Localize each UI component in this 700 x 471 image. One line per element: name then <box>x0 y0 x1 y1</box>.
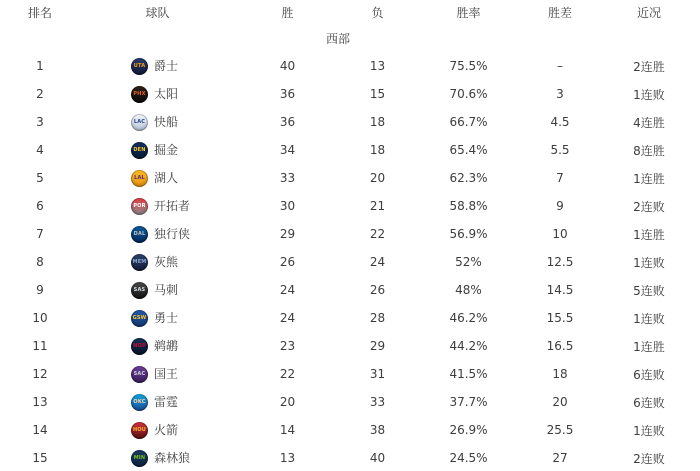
rank-cell: 12 <box>32 367 48 381</box>
team-logo-icon <box>131 226 148 243</box>
games-behind-cell: 7 <box>556 171 564 185</box>
table-row <box>0 276 700 304</box>
losses-cell: 38 <box>369 423 386 437</box>
table-row <box>0 416 700 444</box>
losses-cell: 15 <box>369 87 386 101</box>
wins-cell: 30 <box>279 199 296 213</box>
wins-cell: 24 <box>279 311 296 325</box>
games-behind-cell: 10 <box>552 227 568 241</box>
win-pct-cell: 66.7% <box>449 115 488 129</box>
team-cell[interactable] <box>80 310 235 327</box>
team-name[interactable]: 快船 <box>154 115 179 129</box>
col-header-team: 球队 <box>145 6 170 20</box>
conference-title: 西部 <box>325 32 350 46</box>
win-pct-cell: 46.2% <box>449 311 488 325</box>
team-cell[interactable] <box>80 58 235 75</box>
rank-cell: 9 <box>36 283 44 297</box>
games-behind-cell: 12.5 <box>546 255 574 269</box>
team-abbr: SAC <box>133 370 146 377</box>
rank-cell: 1 <box>36 59 44 73</box>
losses-cell: 18 <box>369 115 386 129</box>
win-pct-cell: 26.9% <box>449 423 488 437</box>
win-pct-cell: 41.5% <box>449 367 488 381</box>
team-cell[interactable] <box>80 394 235 411</box>
games-behind-cell: 25.5 <box>546 423 574 437</box>
recent-form-cell: 1连胜 <box>633 339 665 354</box>
team-name[interactable]: 爵士 <box>154 59 179 73</box>
standings-rows <box>0 52 700 471</box>
recent-form-cell: 2连胜 <box>633 59 665 74</box>
team-logo-icon <box>131 58 148 75</box>
team-abbr: UTA <box>133 62 146 69</box>
rank-cell: 14 <box>32 423 48 437</box>
team-name[interactable]: 湖人 <box>154 171 179 185</box>
team-abbr: DAL <box>133 230 146 237</box>
team-cell[interactable] <box>80 198 235 215</box>
rank-cell: 8 <box>36 255 44 269</box>
losses-cell: 18 <box>369 143 386 157</box>
team-name[interactable]: 国王 <box>154 367 179 381</box>
losses-cell: 21 <box>369 199 386 213</box>
team-logo-icon <box>131 422 148 439</box>
win-pct-cell: 58.8% <box>449 199 488 213</box>
col-header-recent: 近况 <box>636 6 661 20</box>
wins-cell: 40 <box>279 59 296 73</box>
table-row <box>0 52 700 80</box>
wins-cell: 34 <box>279 143 296 157</box>
games-behind-cell: 5.5 <box>550 143 570 157</box>
win-pct-cell: 37.7% <box>449 395 488 409</box>
team-cell[interactable] <box>80 254 235 271</box>
losses-cell: 22 <box>369 227 386 241</box>
win-pct-cell: 70.6% <box>449 87 488 101</box>
games-behind-cell: – <box>557 59 563 73</box>
team-abbr: MIN <box>133 454 146 461</box>
table-row <box>0 248 700 276</box>
rank-cell: 5 <box>36 171 44 185</box>
wins-cell: 36 <box>279 87 296 101</box>
recent-form-cell: 6连败 <box>633 367 665 382</box>
losses-cell: 24 <box>369 255 386 269</box>
team-cell[interactable] <box>80 86 235 103</box>
team-abbr: LAC <box>133 118 146 125</box>
team-abbr: GSW <box>132 314 147 321</box>
games-behind-cell: 14.5 <box>546 283 574 297</box>
wins-cell: 22 <box>279 367 296 381</box>
team-abbr: HOU <box>132 426 147 433</box>
wins-cell: 13 <box>279 451 296 465</box>
team-cell[interactable] <box>80 422 235 439</box>
games-behind-cell: 18 <box>552 367 568 381</box>
recent-form-cell: 1连败 <box>633 87 665 102</box>
team-abbr: DEN <box>133 146 146 153</box>
team-logo-icon <box>131 450 148 467</box>
team-logo-icon <box>131 114 148 131</box>
table-row <box>0 304 700 332</box>
win-pct-cell: 75.5% <box>449 59 488 73</box>
losses-cell: 40 <box>369 451 386 465</box>
team-cell[interactable] <box>80 114 235 131</box>
col-header-games-behind: 胜差 <box>547 6 572 20</box>
team-name[interactable]: 太阳 <box>154 87 179 101</box>
team-logo-icon <box>131 142 148 159</box>
wins-cell: 36 <box>279 115 296 129</box>
wins-cell: 14 <box>279 423 296 437</box>
team-logo-icon <box>131 254 148 271</box>
rank-cell: 3 <box>36 115 44 129</box>
team-name[interactable]: 鹈鹕 <box>154 339 179 353</box>
team-name[interactable]: 灰熊 <box>154 255 179 269</box>
losses-cell: 26 <box>369 283 386 297</box>
team-cell[interactable] <box>80 282 235 299</box>
team-name[interactable]: 开拓者 <box>154 199 191 213</box>
table-row <box>0 164 700 192</box>
rank-cell: 10 <box>32 311 48 325</box>
team-abbr: POR <box>133 202 146 209</box>
rank-cell: 7 <box>36 227 44 241</box>
team-name[interactable]: 马刺 <box>154 283 179 297</box>
table-row <box>0 388 700 416</box>
games-behind-cell: 27 <box>552 451 568 465</box>
team-name[interactable]: 火箭 <box>154 423 179 437</box>
losses-cell: 28 <box>369 311 386 325</box>
rank-cell: 6 <box>36 199 44 213</box>
team-cell[interactable] <box>80 170 235 187</box>
table-header <box>0 0 700 25</box>
col-header-win-pct: 胜率 <box>456 6 481 20</box>
team-cell[interactable] <box>80 338 235 355</box>
recent-form-cell: 2连败 <box>633 451 665 466</box>
team-logo-icon <box>131 366 148 383</box>
recent-form-cell: 1连败 <box>633 255 665 270</box>
losses-cell: 20 <box>369 171 386 185</box>
recent-form-cell: 6连败 <box>633 395 665 410</box>
games-behind-cell: 20 <box>552 395 568 409</box>
win-pct-cell: 65.4% <box>449 143 488 157</box>
rank-cell: 4 <box>36 143 44 157</box>
team-logo-icon <box>131 198 148 215</box>
team-abbr: SAS <box>133 286 146 293</box>
table-row <box>0 360 700 388</box>
col-header-rank: 排名 <box>27 6 52 20</box>
table-row <box>0 108 700 136</box>
recent-form-cell: 1连败 <box>633 311 665 326</box>
wins-cell: 33 <box>279 171 296 185</box>
losses-cell: 31 <box>369 367 386 381</box>
rank-cell: 15 <box>32 451 48 465</box>
rank-cell: 2 <box>36 87 44 101</box>
recent-form-cell: 2连败 <box>633 199 665 214</box>
wins-cell: 29 <box>279 227 296 241</box>
games-behind-cell: 3 <box>556 87 564 101</box>
losses-cell: 29 <box>369 339 386 353</box>
team-name[interactable]: 勇士 <box>154 311 179 325</box>
losses-cell: 13 <box>369 59 386 73</box>
games-behind-cell: 9 <box>556 199 564 213</box>
recent-form-cell: 1连胜 <box>633 227 665 242</box>
team-abbr: MEM <box>132 258 147 265</box>
team-name[interactable]: 掘金 <box>154 143 179 157</box>
win-pct-cell: 44.2% <box>449 339 488 353</box>
col-header-losses: 负 <box>371 6 384 20</box>
conference-section-row <box>0 25 700 52</box>
team-logo-icon <box>131 394 148 411</box>
rank-cell: 13 <box>32 395 48 409</box>
team-abbr: LAL <box>134 174 145 181</box>
recent-form-cell: 1连败 <box>633 423 665 438</box>
rank-cell: 11 <box>32 339 48 353</box>
recent-form-cell: 5连败 <box>633 283 665 298</box>
team-name[interactable]: 独行侠 <box>154 227 191 241</box>
win-pct-cell: 52% <box>455 255 482 269</box>
win-pct-cell: 48% <box>455 283 482 297</box>
team-cell[interactable] <box>80 226 235 243</box>
games-behind-cell: 16.5 <box>546 339 574 353</box>
table-row <box>0 332 700 360</box>
team-logo-icon <box>131 282 148 299</box>
team-cell[interactable] <box>80 450 235 467</box>
team-abbr: PHX <box>133 90 146 97</box>
team-cell[interactable] <box>80 142 235 159</box>
win-pct-cell: 62.3% <box>449 171 488 185</box>
team-logo-icon <box>131 338 148 355</box>
wins-cell: 20 <box>279 395 296 409</box>
table-row <box>0 220 700 248</box>
win-pct-cell: 24.5% <box>449 451 488 465</box>
team-abbr: OKC <box>133 398 146 405</box>
team-cell[interactable] <box>80 366 235 383</box>
team-logo-icon <box>131 310 148 327</box>
table-row <box>0 444 700 471</box>
recent-form-cell: 8连胜 <box>633 143 665 158</box>
recent-form-cell: 4连胜 <box>633 115 665 130</box>
losses-cell: 33 <box>369 395 386 409</box>
table-row <box>0 192 700 220</box>
wins-cell: 26 <box>279 255 296 269</box>
win-pct-cell: 56.9% <box>449 227 488 241</box>
wins-cell: 24 <box>279 283 296 297</box>
team-logo-icon <box>131 170 148 187</box>
wins-cell: 23 <box>279 339 296 353</box>
games-behind-cell: 15.5 <box>546 311 574 325</box>
table-row <box>0 80 700 108</box>
team-abbr: NOP <box>133 342 146 349</box>
team-name[interactable]: 森林狼 <box>154 451 191 465</box>
recent-form-cell: 1连胜 <box>633 171 665 186</box>
games-behind-cell: 4.5 <box>550 115 570 129</box>
team-logo-icon <box>131 86 148 103</box>
table-row <box>0 136 700 164</box>
col-header-wins: 胜 <box>281 6 294 20</box>
team-name[interactable]: 雷霆 <box>154 395 179 409</box>
